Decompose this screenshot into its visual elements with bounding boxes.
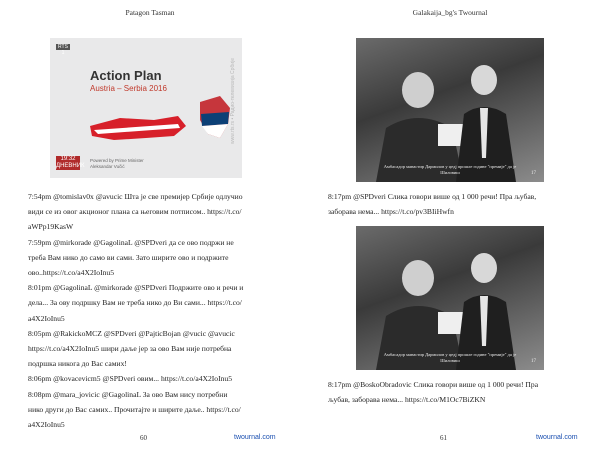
text-line: треба Вам нико до само ви сами. Зато ширите ово и подржите — [28, 252, 229, 262]
text-line: 8:17pm @SPDveri Слика говори више од 1 000 речи! Пра љубав, — [328, 192, 537, 201]
text-line: a4X2IoInu5 — [28, 313, 65, 323]
text-line: 7:59pm @mirkorade @GagolinaL @SPDveri да се ово подржи не — [28, 237, 234, 247]
text-line: 7:54pm @tomislav0x @avucic Шта је све премијер Србије одлучио — [28, 192, 243, 201]
photo-2-number: 17 — [531, 359, 536, 364]
photo-people — [356, 38, 544, 182]
left-page-header: Patagon Tasman — [125, 8, 175, 17]
bw-photo-2 — [356, 226, 544, 370]
serbia-map-shape — [200, 96, 230, 138]
text-line: a4X2IoInu5 — [28, 420, 65, 430]
photo-2-caption: Амбасадор манастир Дармилов у цедј прошле године "премије" да је Шиловиш — [383, 352, 517, 363]
right-page-tweet-1 — [328, 189, 594, 219]
left-page-number: 60 — [140, 434, 147, 442]
text-line: 8:08pm @mara_jovicic @GagolinaL За ово Вам нису потребни — [28, 389, 228, 399]
text-line: заборава нема... https://t.co/pv3BIiHwfn — [328, 207, 454, 217]
austria-map-shape — [90, 116, 186, 140]
tv-credit — [90, 158, 144, 170]
text-line: љубав, заборава нема... https://t.co/M1Oc7BiZKN — [328, 395, 486, 405]
rts-logo: RTS 1 — [56, 44, 70, 50]
tv-clock-time: 19:32 — [60, 156, 76, 162]
text-line: ово..https://t.co/a4X2IoInu5 — [28, 268, 115, 278]
text-line: 8:06pm @kovacevicm5 @SPDveri овим... https://t.co/a4X2IoInu5 — [28, 374, 233, 384]
left-footer-brand[interactable]: twournal.com — [234, 434, 276, 441]
right-page-tweet-2 — [328, 377, 594, 407]
text-line: 8:01pm @GagolinaL @mirkorade @SPDveri Подржите ово и речи и — [28, 283, 244, 293]
tv-credit-line1: Powered by Prime Minister — [90, 158, 144, 163]
right-page-number: 61 — [440, 434, 447, 442]
left-page-tweets — [28, 189, 294, 432]
text-line: 8:17pm @BoskoObradovic Слика говори више од 1 000 речи! Пра — [328, 380, 539, 389]
rts-watermark: www.rts.rs • Радио-телевизија Србије — [230, 58, 236, 144]
text-line: подршка никога до Вас самих! — [28, 359, 127, 369]
right-page-header: Galakaija_bg's Twournal — [412, 8, 488, 17]
text-line: види се из овог акционог плана са његовим потписом.. https://t.co/ — [28, 207, 242, 217]
photo-people — [356, 226, 544, 370]
bw-photo-1 — [356, 38, 544, 182]
text-line: aWPp19KasW — [28, 222, 74, 232]
text-line: 8:05pm @RakickoMCZ @SPDveri @PajticBojan @vucic @avucic — [28, 328, 235, 338]
text-line: нико други до Вас самих.. Прочитајте и ширите даље.. https://t.co/ — [28, 404, 241, 414]
action-plan-screenshot — [50, 38, 242, 178]
tv-clock — [56, 156, 85, 170]
photo-1-number: 17 — [531, 171, 536, 176]
text-line: https://t.co/a4X2IoInu5 шири даље јер за ово Вам није потребна — [28, 344, 232, 354]
tv-credit-line2: Aleksandar Vučić — [90, 164, 125, 169]
right-footer-brand[interactable]: twournal.com — [536, 434, 578, 441]
tv-clock-label: ДНЕВНИК — [56, 163, 85, 169]
photo-1-caption: Амбасадор манастир Дармилов у цедј прошле године "премије" да је Шиловиш — [383, 164, 517, 175]
action-plan-title: Action Plan — [90, 68, 162, 83]
right-page — [300, 0, 600, 450]
action-plan-subtitle: Austria – Serbia 2016 — [90, 84, 167, 93]
text-line: дела... За ову подршку Вам не треба нико до Ви сами... https://t.co/ — [28, 298, 242, 308]
